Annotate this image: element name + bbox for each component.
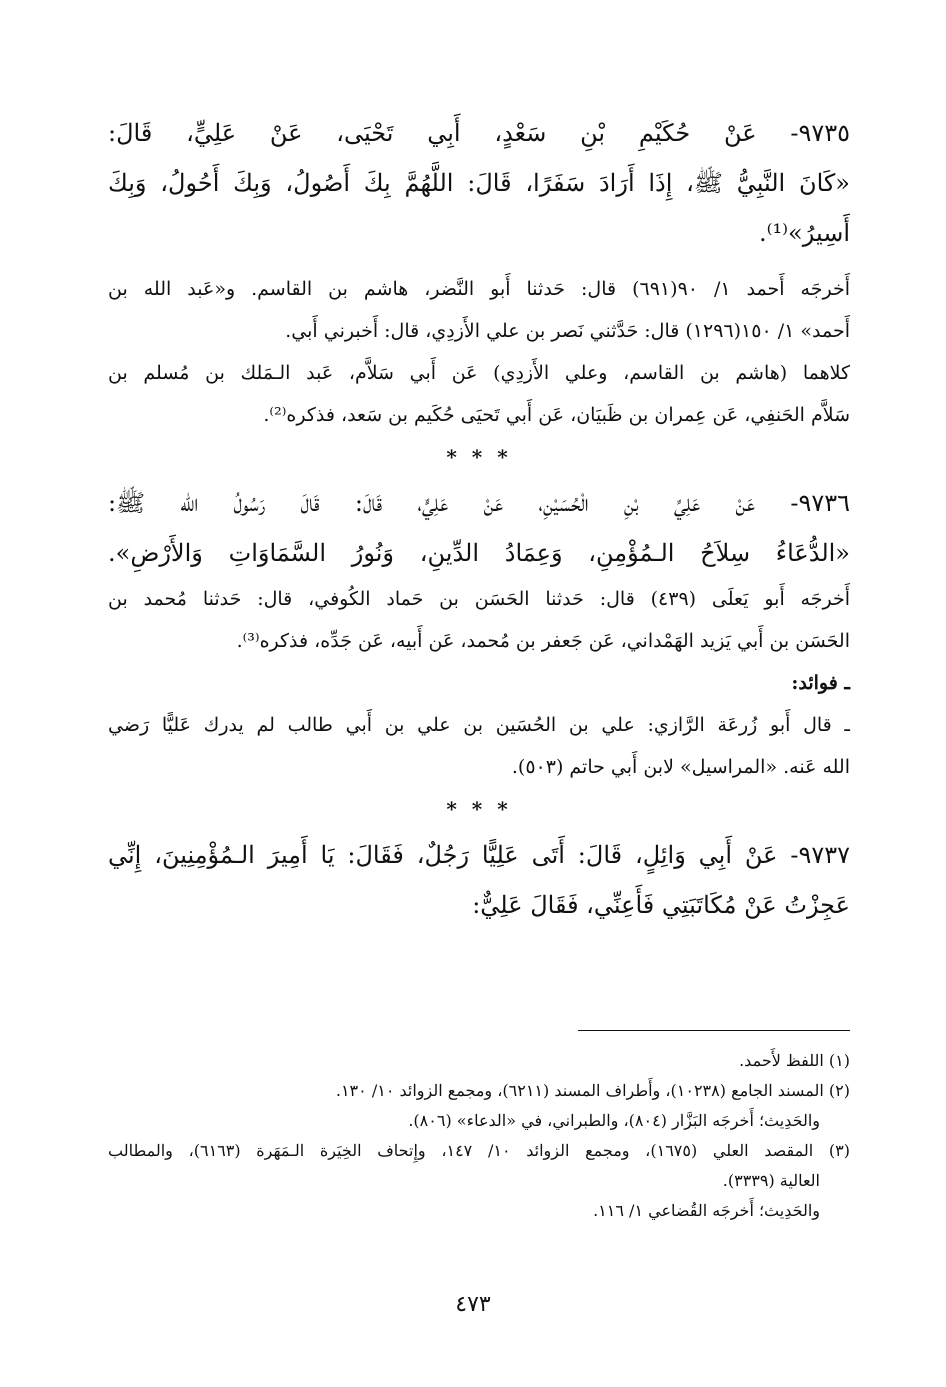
- fawaid-text: [108, 704, 850, 788]
- footnote-2-continued: والحَدِيث؛ أَخرجَه البَزَّار (٨٠٤)، والطبراني، في «الدعاء» (٨٠٦).: [408, 1111, 820, 1130]
- takhrij-9735: [108, 268, 850, 436]
- page-body: [108, 108, 850, 1220]
- hadith-9735-line-2: «كَانَ النَّبِيُّ ﷺ، إِذَا أَرَادَ سَفَرًا، قَالَ: اللَّهُمَّ بِكَ أَصُولُ، وَبِكَ أَحُولُ، وَبِكَ: [108, 169, 850, 197]
- footnote-divider: [578, 1030, 850, 1031]
- hadith-9735: [108, 108, 850, 258]
- fawaid-heading: ـ فوائد:: [791, 672, 850, 694]
- takhrij-9736-line-2: الحَسَن بن أَبي يَزيد الهَمْداني، عَن جَعفر بن مُحمد، عَن أَبيه، عَن جَدِّه، فذكره⁽³⁾.: [236, 630, 850, 652]
- footnote-1: (١) اللفظ لأَحمد.: [739, 1051, 850, 1070]
- hadith-9736-line-1: ٩٧٣٦- عَنْ عَلِيِّ بْنِ الْحُسَيْنِ، عَنْ عَلِيٍّ، قَالَ: قَالَ رَسُولُ الله ﷺ:: [108, 489, 850, 517]
- footnotes: [108, 1046, 850, 1226]
- fawaid-line-1: ـ قال أَبو زُرعَة الرَّازي: علي بن الحُسَين بن علي بن أَبي طالب لم يدرك عَليًّا رَضي: [108, 714, 850, 736]
- hadith-9737-line-1: ٩٧٣٧- عَنْ أَبِي وَائِلٍ، قَالَ: أَتَى عَلِيًّا رَجُلٌ، فَقَالَ: يَا أَمِيرَ الـمُؤْمِنِينَ، إِنِّي: [108, 841, 850, 869]
- section-separator: * * *: [446, 445, 512, 469]
- takhrij-9735-p1-line-1: أَخرجَه أَحمد ١/ ٩٠(٦٩١) قال: حَدثنا أَبو النَّضر، هاشم بن القاسم. و«عَبد الله بن: [108, 278, 850, 300]
- footnote-3-continued: والحَدِيث؛ أَخرجَه القُضاعي ١/ ١١٦.: [593, 1201, 820, 1220]
- takhrij-9735-p2-line-1: كلاهما (هاشم بن القاسم، وعلي الأَزدِي) عَن أَبي سَلاَّم، عَبد الـمَلك بن مُسلم بن: [108, 362, 850, 384]
- takhrij-9735-p1-line-2: أَحمد» ١/ ١٥٠(١٢٩٦) قال: حَدَّثني نَصر بن علي الأَزدِي، قال: أَخبرني أَبي.: [285, 320, 850, 342]
- takhrij-9736-line-1: أَخرجَه أَبو يَعلَى (٤٣٩) قال: حَدثنا الحَسَن بن حَماد الكُوفي، قال: حَدثنا مُحمد بن: [108, 588, 850, 610]
- hadith-9737-line-2: عَجِزْتُ عَنْ مُكَاتَبَتِي فَأَعِنِّي، فَقَالَ عَلِيٌّ:: [472, 891, 850, 919]
- takhrij-9735-p2-line-2: سَلاَّم الحَنفِي، عَن عِمران بن ظَبيَان، عَن أَبي تَحيَى حُكَيم بن سَعد، فذكره⁽²⁾.: [263, 404, 850, 426]
- hadith-9735-line-3: أَسِيرُ»⁽¹⁾.: [759, 219, 850, 247]
- footnote-2: (٢) المسند الجامع (١٠٢٣٨)، وأَطراف المسند (٦٢١١)، ومجمع الزوائد ١٠/ ١٣٠.: [335, 1081, 850, 1100]
- page-number: ٤٧٣: [455, 1292, 491, 1317]
- footnote-3-wrap: العالية (٣٣٣٩).: [722, 1171, 820, 1190]
- hadith-9736-line-2: «الدُّعَاءُ سِلاَحُ الـمُؤْمِنِ، وَعِمَادُ الدِّينِ، وَنُورُ السَّمَاوَاتِ وَالأَرْضِ».: [108, 539, 850, 567]
- fawaid-line-2: الله عَنه. «المراسيل» لابن أَبي حاتم (٥٠٣).: [511, 756, 850, 778]
- hadith-9735-line-1: ٩٧٣٥- عَنْ حُكَيْمِ بْنِ سَعْدٍ، أَبِي تَحْيَى، عَنْ عَلِيٍّ، قَالَ:: [108, 119, 850, 147]
- takhrij-9736: [108, 578, 850, 662]
- hadith-9736: [108, 478, 850, 578]
- hadith-9737: [108, 830, 850, 930]
- section-separator: * * *: [446, 797, 512, 821]
- footnote-3: (٣) المقصد العلي (١٦٧٥)، ومجمع الزوائد ١٠/ ١٤٧، وإِتحاف الخِيَرة الـمَهَرة (٦١٦٣)، والمطالب: [108, 1141, 850, 1160]
